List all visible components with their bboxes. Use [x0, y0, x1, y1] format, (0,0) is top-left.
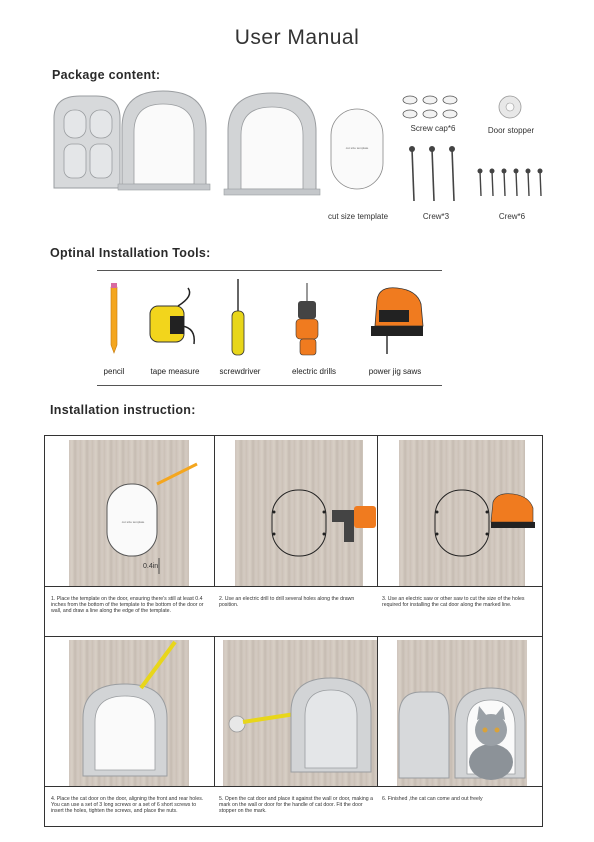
- screwdriver-icon: [230, 279, 246, 359]
- install-heading: Installation instruction:: [50, 403, 196, 417]
- step1-template-text: cut size template: [121, 520, 145, 524]
- jig-saw-icon: [367, 284, 427, 356]
- step4-frame: [81, 682, 191, 782]
- pencil-icon: [107, 283, 121, 355]
- step6-text: 6. Finished ,the cat can come and out freely: [382, 796, 483, 802]
- step6-cat: [397, 686, 527, 782]
- tape-measure-label: tape measure: [150, 367, 200, 376]
- step2-drill: [270, 488, 380, 560]
- door-stopper-icon: [496, 95, 526, 121]
- door-stopper-label: Door stopper: [487, 126, 535, 135]
- step3-text: 3. Use an electric saw or other saw to cut the size of the holes required for installing the cat door along the marked line.: [382, 596, 525, 609]
- electric-drill-label: electric drills: [291, 367, 336, 376]
- cat-door-frame-illustration: [224, 91, 324, 201]
- jig-saw-label: power jig saws: [368, 367, 422, 376]
- screw-cap-icon: [400, 94, 464, 124]
- cut-size-template-label: cut size template: [327, 212, 389, 221]
- screw-cap-label: Screw cap*6: [410, 124, 456, 133]
- template-caption: cut size template: [345, 146, 369, 150]
- step1-text: 1. Place the template on the door, ensuring there's still at least 0.4 inches from the bottom of the template to the bottom of the door or wall, and draw a line along the edge of the template.: [51, 596, 204, 615]
- step5-text: 5. Open the cat door and place it against the wall or door, making a mark on the wall or door for the handle of cat door. Fit the door stopper on the mark.: [219, 796, 373, 815]
- step2-text: 2. Use an electric drill to drill several holes along the drawn position.: [219, 596, 355, 609]
- tools-divider-top: [97, 270, 442, 271]
- step1-template: [105, 482, 175, 578]
- page-title: User Manual: [234, 26, 360, 49]
- instruction-grid: [44, 435, 543, 827]
- long-screws-label: Crew*3: [422, 212, 450, 221]
- step4-text: 4. Place the cat door on the door, aligning the front and rear holes. You can use a set of 3 long screws or a set of 6 short screws to insert the holes, tighten the screws, and place the nuts.: [51, 796, 204, 815]
- tape-measure-icon: [148, 286, 198, 348]
- tools-heading: Optinal Installation Tools:: [50, 246, 211, 260]
- pencil-label: pencil: [103, 367, 125, 376]
- step5-flap: [225, 676, 375, 776]
- package-heading: Package content:: [52, 68, 161, 82]
- screwdriver-label: screwdriver: [219, 367, 261, 376]
- tools-divider-bottom: [97, 385, 442, 386]
- short-screws-label: Crew*6: [498, 212, 526, 221]
- cat-door-open-illustration: [48, 88, 218, 198]
- step3-saw: [433, 488, 543, 560]
- short-screws-icon: [474, 168, 546, 200]
- electric-drill-icon: [290, 283, 324, 359]
- long-screws-icon: [402, 145, 462, 205]
- measure-label: 0.4in: [143, 563, 159, 570]
